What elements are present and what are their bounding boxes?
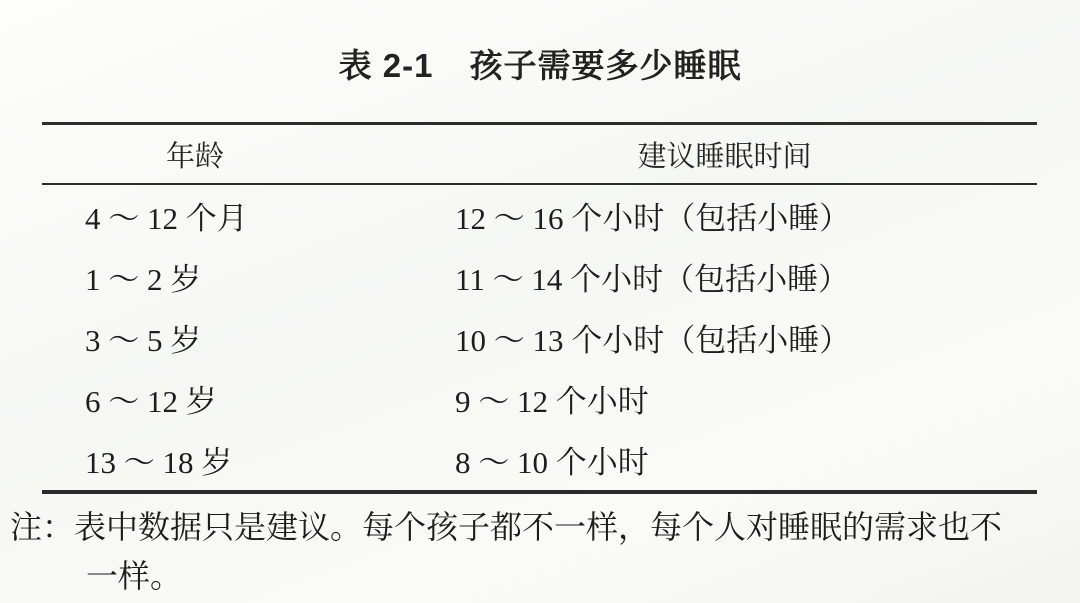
sleep-cell: 8 ～ 10 个小时: [455, 445, 649, 480]
age-cell: 6 ～ 12 岁: [85, 384, 217, 419]
table-row: [42, 307, 1037, 368]
page-content: [0, 46, 1080, 601]
table-header-row: [42, 125, 1037, 185]
sleep-cell: 10 ～ 13 个小时（包括小睡）: [455, 323, 851, 358]
footnote-text-line2: 一样。: [86, 558, 183, 594]
column-header-recommended-sleep: 建议睡眠时间: [637, 140, 812, 173]
table-row: [42, 185, 1037, 246]
age-cell: 1 ～ 2 岁: [85, 262, 202, 297]
table-body: [42, 185, 1037, 494]
table-footnote: [10, 503, 1062, 601]
age-cell: 4 ～ 12 个月: [85, 201, 248, 236]
table-row: [42, 246, 1037, 307]
table-caption: [0, 46, 1080, 86]
table-caption-number: 表 2-1: [338, 47, 434, 84]
scanned-book-page: [0, 46, 1080, 603]
age-cell: 13 ～ 18 岁: [85, 445, 233, 480]
table-row: [42, 368, 1037, 429]
table-row: [42, 429, 1037, 490]
footnote-label: 注：: [10, 509, 75, 545]
sleep-cell: 9 ～ 12 个小时: [455, 384, 649, 419]
column-header-age: 年龄: [165, 140, 224, 173]
age-cell: 3 ～ 5 岁: [85, 323, 202, 358]
footnote-text-line1: 表中数据只是建议。每个孩子都不一样，每个人对睡眠的需求也不: [74, 509, 1003, 545]
table-caption-title: 孩子需要多少睡眠: [469, 47, 742, 84]
sleep-cell: 11 ～ 14 个小时（包括小睡）: [455, 262, 850, 297]
sleep-requirements-table: [42, 122, 1037, 494]
sleep-cell: 12 ～ 16 个小时（包括小睡）: [455, 201, 851, 236]
